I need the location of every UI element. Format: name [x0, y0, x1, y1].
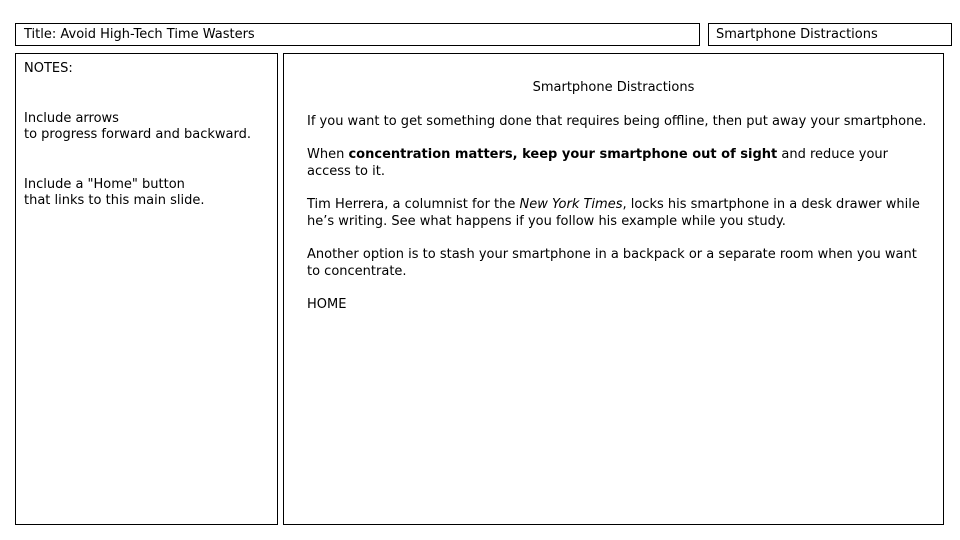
slide-name: Smartphone Distractions [716, 27, 878, 42]
paragraph-offline: If you want to get something done that requires being offline, then put away your smartphone. [307, 114, 927, 129]
note-arrows [24, 111, 277, 143]
slide-heading: Smartphone Distractions [532, 80, 695, 95]
slide-content-panel [283, 53, 944, 525]
home-link[interactable]: HOME [307, 297, 347, 312]
note-home-button [24, 177, 277, 209]
note-arrows-line-1: Include arrows [24, 111, 119, 126]
paragraph-herrera-publication: New York Times [519, 197, 623, 212]
paragraph-backpack: Another option is to stash your smartphone in a backpack or a separate room when you want to concentrate. [307, 247, 917, 279]
notes-panel [15, 53, 278, 525]
paragraph-concentration-emphasis: concentration matters, keep your smartphone out of sight [348, 147, 778, 162]
slide-name-box [708, 23, 952, 46]
storyboard-title: Title: Avoid High-Tech Time Wasters [24, 27, 255, 42]
notes-heading: NOTES: [24, 61, 73, 76]
paragraph-concentration [307, 146, 932, 180]
note-home-line-2: that links to this main slide. [24, 193, 205, 208]
note-home-line-1: Include a "Home" button [24, 177, 185, 192]
paragraph-concentration-tail: and reduce your access to it. [307, 147, 889, 179]
paragraph-herrera-lead: Tim Herrera, a columnist for the [307, 197, 520, 212]
paragraph-concentration-lead: When [307, 147, 349, 162]
storyboard-title-box [15, 23, 700, 46]
paragraph-herrera [307, 196, 932, 230]
note-arrows-line-2: to progress forward and backward. [24, 127, 251, 142]
paragraph-herrera-tail: , locks his smartphone in a desk drawer while he’s writing. See what happens if you follow his example while you study. [307, 197, 920, 229]
